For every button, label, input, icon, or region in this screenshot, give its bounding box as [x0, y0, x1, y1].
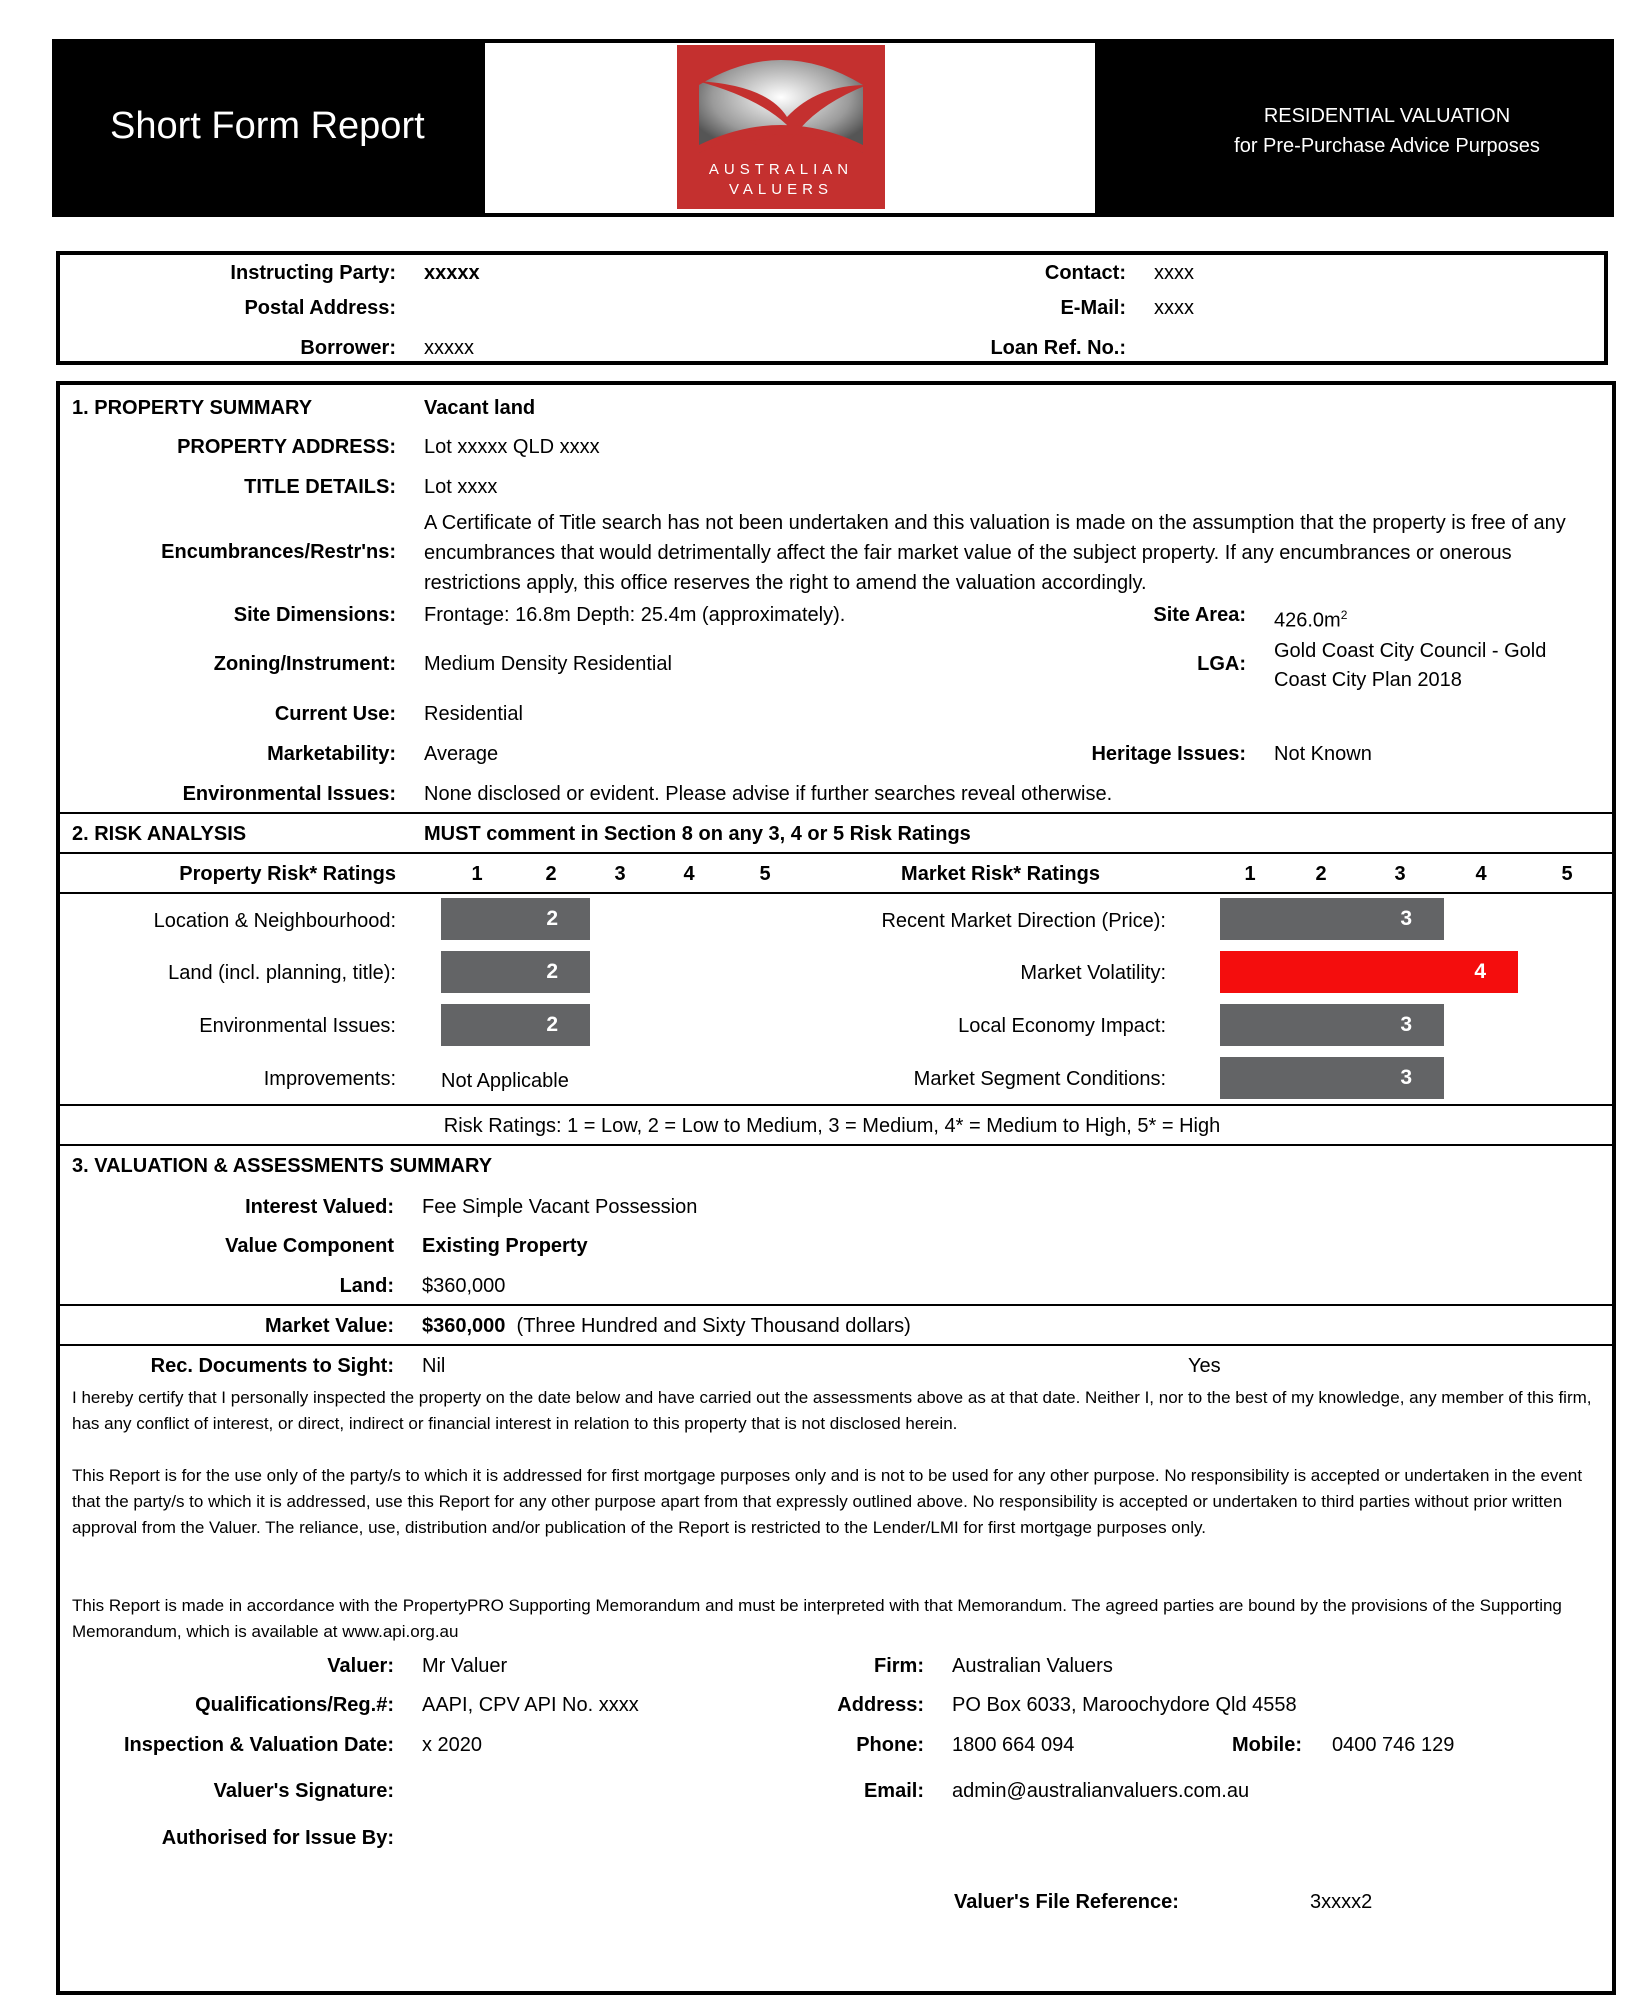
firm-email-value: admin@australianvaluers.com.au	[952, 1780, 1250, 1802]
property-address-value: Lot xxxxx QLD xxxx	[424, 436, 600, 458]
property-type: Vacant land	[424, 397, 536, 419]
logo-text-line1: AUSTRALIAN	[708, 161, 854, 178]
property-risk-bar: 2	[441, 1004, 590, 1046]
lga-value: Gold Coast City Council - Gold Coast City Plan 2018	[1274, 640, 1547, 691]
section2-heading: 2. RISK ANALYSIS	[72, 823, 247, 845]
firm-label: Firm:	[874, 1655, 924, 1677]
authorised-label: Authorised for Issue By:	[161, 1827, 394, 1849]
market-value	[422, 1314, 911, 1338]
contact-value: xxxx	[1154, 262, 1194, 284]
market-scale-2: 2	[1315, 863, 1327, 885]
current-use-label: Current Use:	[274, 703, 396, 725]
rec-documents-value: Nil	[422, 1355, 446, 1377]
market-risk-label: Market Volatility:	[1020, 962, 1166, 984]
qualifications-label: Qualifications/Reg.#:	[195, 1694, 394, 1716]
loan-ref-label: Loan Ref. No.:	[990, 337, 1126, 359]
subtitle-line2: for Pre-Purchase Advice Purposes	[1234, 135, 1540, 157]
market-scale-1: 1	[1244, 863, 1256, 885]
divider	[60, 812, 1612, 814]
firm-value: Australian Valuers	[952, 1655, 1113, 1677]
risk-legend: Risk Ratings: 1 = Low, 2 = Low to Medium, 3 = Medium, 4* = Medium to High, 5* = High	[443, 1115, 1221, 1137]
heritage-value: Not Known	[1274, 743, 1372, 765]
market-scale-5: 5	[1561, 863, 1573, 885]
borrower-label: Borrower:	[300, 337, 396, 359]
market-value-label: Market Value:	[265, 1315, 394, 1337]
environmental-value: None disclosed or evident. Please advise if further searches reveal otherwise.	[424, 783, 1113, 805]
heritage-label: Heritage Issues:	[1091, 743, 1246, 765]
logo-text-line2: VALUERS	[729, 181, 833, 198]
divider	[60, 852, 1612, 854]
logo-panel	[485, 43, 1095, 213]
property-scale-1: 1	[471, 863, 483, 885]
marketability-label: Marketability:	[267, 743, 396, 765]
market-value-amount: $360,000	[422, 1315, 506, 1337]
contact-label: Contact:	[1044, 262, 1126, 284]
file-reference-label: Valuer's File Reference:	[954, 1891, 1179, 1913]
firm-address-value: PO Box 6033, Maroochydore Qld 4558	[952, 1694, 1297, 1716]
property-risk-bar: 2	[441, 898, 590, 940]
land-value: $360,000	[422, 1275, 506, 1297]
market-risk-header: Market Risk* Ratings	[901, 863, 1100, 885]
improvements-value: Not Applicable	[441, 1070, 569, 1092]
section3-heading: 3. VALUATION & ASSESSMENTS SUMMARY	[72, 1155, 493, 1177]
title-details-label: TITLE DETAILS:	[244, 476, 396, 498]
market-risk-bar: 3	[1220, 898, 1444, 940]
section1-heading: 1. PROPERTY SUMMARY	[72, 397, 313, 419]
environmental-label: Environmental Issues:	[182, 783, 396, 805]
marketability-value: Average	[424, 743, 499, 765]
report-header	[52, 39, 1614, 217]
value-component-label: Value Component	[225, 1235, 394, 1257]
email-value: xxxx	[1154, 297, 1194, 319]
site-dimensions-value: Frontage: 16.8m Depth: 25.4m (approximately).	[424, 604, 846, 626]
subtitle-line1: RESIDENTIAL VALUATION	[1263, 105, 1511, 127]
encumbrances-label: Encumbrances/Restr'ns:	[161, 541, 396, 563]
mobile-label: Mobile:	[1232, 1734, 1302, 1756]
usage-paragraph: This Report is for the use only of the party/s to which it is addressed for first mortgage purposes only and is not to be used for any other purpose. No responsibility is accepted or undertaken in the event that the party/s to which it is addressed, use this Report for any other purpose apart from that expressly outlined above. No responsibility is accepted or undertaken to third parties without prior written approval from the Valuer. The reliance, use, distribution and/or publication of the Report is restricted to the Lender/LMI for first mortgage purposes only.	[72, 1466, 1583, 1537]
property-scale-4: 4	[683, 863, 695, 885]
market-risk-label: Recent Market Direction (Price):	[881, 910, 1166, 932]
instructing-party-label: Instructing Party:	[230, 262, 396, 284]
interest-valued-value: Fee Simple Vacant Possession	[422, 1196, 698, 1218]
site-area-unit-superscript: 2	[1340, 608, 1348, 622]
interest-valued-label: Interest Valued:	[245, 1196, 394, 1218]
rec-documents-yes: Yes	[1188, 1355, 1221, 1377]
zoning-value: Medium Density Residential	[424, 653, 672, 675]
file-reference-value: 3xxxx2	[1310, 1891, 1373, 1913]
property-risk-label: Environmental Issues:	[199, 1015, 396, 1037]
property-scale-5: 5	[759, 863, 771, 885]
lga-label: LGA:	[1197, 653, 1246, 675]
market-risk-bar: 3	[1220, 1004, 1444, 1046]
divider	[60, 1304, 1612, 1306]
current-use-value: Residential	[424, 703, 523, 725]
market-risk-label: Market Segment Conditions:	[913, 1068, 1166, 1090]
divider	[60, 892, 1612, 894]
valuer-value: Mr Valuer	[422, 1655, 508, 1677]
rec-documents-label: Rec. Documents to Sight:	[150, 1355, 394, 1377]
risk-note: MUST comment in Section 8 on any 3, 4 or 5 Risk Ratings	[424, 823, 971, 845]
firm-address-label: Address:	[837, 1694, 924, 1716]
email-label: E-Mail:	[1060, 297, 1126, 319]
market-scale-4: 4	[1475, 863, 1487, 885]
site-dimensions-label: Site Dimensions:	[233, 604, 396, 626]
property-risk-label: Location & Neighbourhood:	[153, 910, 396, 932]
mobile-value: 0400 746 129	[1332, 1734, 1455, 1756]
instructing-party-value: xxxxx	[424, 262, 480, 284]
valuer-label: Valuer:	[327, 1655, 394, 1677]
property-address-label: PROPERTY ADDRESS:	[177, 436, 396, 458]
signature-label: Valuer's Signature:	[213, 1780, 394, 1802]
phone-value: 1800 664 094	[952, 1734, 1075, 1756]
market-risk-bar: 3	[1220, 1057, 1444, 1099]
site-area-label: Site Area:	[1153, 604, 1246, 626]
zoning-label: Zoning/Instrument:	[213, 653, 396, 675]
site-area-value	[1274, 603, 1347, 633]
market-risk-label: Local Economy Impact:	[958, 1015, 1166, 1037]
property-scale-2: 2	[545, 863, 557, 885]
memorandum-paragraph: This Report is made in accordance with the PropertyPRO Supporting Memorandum and must be interpreted with that Memorandum. The agreed parties are bound by the provisions of the Supporting Memorandum, which is available at www.api.org.au	[72, 1596, 1562, 1641]
site-area-number: 426.0m	[1274, 609, 1341, 632]
market-risk-bar: 4	[1220, 951, 1518, 993]
borrower-value: xxxxx	[424, 337, 474, 359]
divider	[60, 1144, 1612, 1146]
property-scale-3: 3	[614, 863, 626, 885]
market-scale-3: 3	[1394, 863, 1406, 885]
inspection-date-value: x 2020	[422, 1734, 483, 1756]
market-value-words: (Three Hundred and Sixty Thousand dollars)	[516, 1315, 911, 1337]
property-risk-bar: 2	[441, 951, 590, 993]
property-risk-label: Land (incl. planning, title):	[168, 962, 396, 984]
report-subtitle	[1162, 101, 1612, 161]
land-label: Land:	[339, 1275, 394, 1297]
value-component-value: Existing Property	[422, 1235, 588, 1257]
certification-paragraph: I hereby certify that I personally inspected the property on the date below and have carried out the assessments above as at that date. Neither I, nor to the best of my knowledge, any member of this firm, has any conflict of interest, or direct, indirect or financial interest in relation to this property that is not disclosed herein.	[72, 1388, 1592, 1433]
title-details-value: Lot xxxx	[424, 476, 498, 498]
australian-valuers-logo	[677, 45, 885, 209]
phone-label: Phone:	[856, 1734, 924, 1756]
postal-address-label: Postal Address:	[244, 297, 396, 319]
property-risk-header: Property Risk* Ratings	[179, 863, 396, 885]
firm-email-label: Email:	[863, 1780, 924, 1802]
property-risk-label: Improvements:	[263, 1068, 396, 1090]
qualifications-value: AAPI, CPV API No. xxxx	[422, 1694, 639, 1716]
report-title: Short Form Report	[110, 105, 425, 147]
divider	[60, 1104, 1612, 1106]
encumbrances-value: A Certificate of Title search has not been undertaken and this valuation is made on the assumption that the property is free of any encumbrances that would detrimentally affect the fair market value of the subject property. If any encumbrances or onerous restrictions apply, this office reserves the right to amend the valuation accordingly.	[424, 512, 1566, 594]
divider	[60, 1344, 1612, 1346]
inspection-date-label: Inspection & Valuation Date:	[123, 1734, 394, 1756]
